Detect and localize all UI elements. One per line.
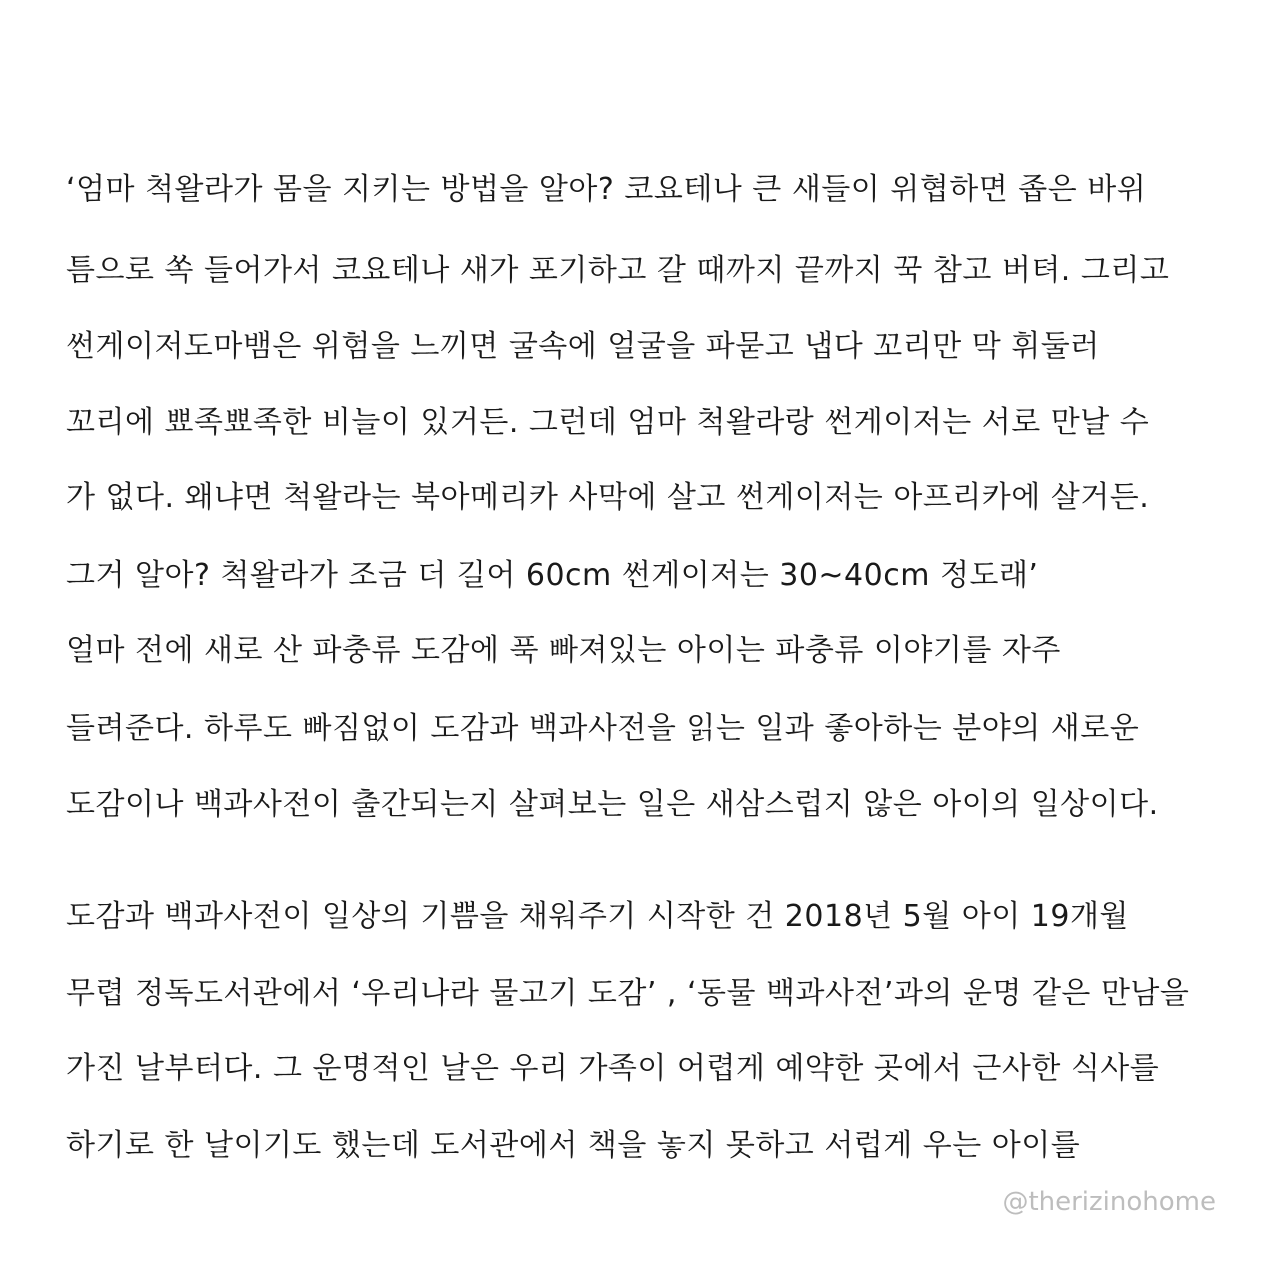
text-line: 무렵 정독도서관에서 ‘우리나라 물고기 도감’ , ‘동물 백과사전’과의 운명 같은 만남을 xyxy=(66,976,1190,1011)
text-line: 하기로 한 날이기도 했는데 도서관에서 책을 놓지 못하고 서럽게 우는 아이를 xyxy=(66,1128,1081,1163)
text-line: 가 없다. 왜냐면 척왈라는 북아메리카 사막에 살고 썬게이저는 아프리카에 살거든. xyxy=(66,480,1150,515)
text-line: ‘엄마 척왈라가 몸을 지키는 방법을 알아? 코요테나 큰 새들이 위협하면 좁은 바위 xyxy=(66,172,1147,207)
text-line: 썬게이저도마뱀은 위험을 느끼면 굴속에 얼굴을 파묻고 냅다 꼬리만 막 휘둘러 xyxy=(66,329,1100,364)
text-line: 가진 날부터다. 그 운명적인 날은 우리 가족이 어렵게 예약한 곳에서 근사한 식사를 xyxy=(66,1051,1160,1086)
text-line: 그거 알아? 척왈라가 조금 더 길어 60cm 썬게이저는 30~40cm 정도래’ xyxy=(66,558,1039,593)
text-line: 들려준다. 하루도 빠짐없이 도감과 백과사전을 읽는 일과 좋아하는 분야의 새로운 xyxy=(66,711,1140,746)
text-line: 도감이나 백과사전이 출간되는지 살펴보는 일은 새삼스럽지 않은 아이의 일상이다. xyxy=(66,787,1159,822)
text-line: 도감과 백과사전이 일상의 기쁨을 채워주기 시작한 건 2018년 5월 아이 19개월 xyxy=(66,899,1129,934)
text-line: 꼬리에 뾰족뾰족한 비늘이 있거든. 그런데 엄마 척왈라랑 썬게이저는 서로 만날 수 xyxy=(66,405,1150,440)
watermark-handle: @therizinohome xyxy=(1002,1187,1216,1217)
text-line: 틈으로 쏙 들어가서 코요테나 새가 포기하고 갈 때까지 끝까지 꾹 참고 버텨. 그리고 xyxy=(66,253,1170,288)
text-line: 얼마 전에 새로 산 파충류 도감에 푹 빠져있는 아이는 파충류 이야기를 자주 xyxy=(66,633,1061,668)
